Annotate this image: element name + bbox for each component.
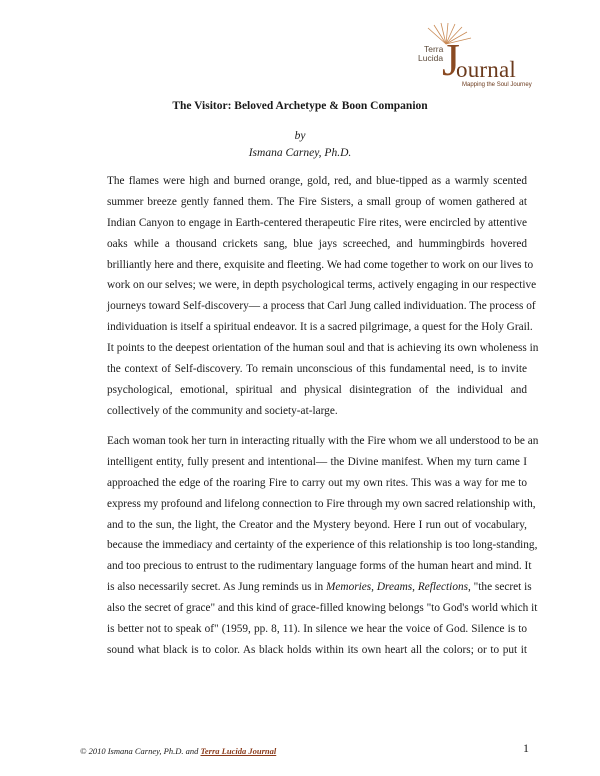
text-line: journeys toward Self-discovery— a process that Carl Jung called individuation. The process of: [107, 300, 536, 313]
logo-j-letter: J: [442, 34, 460, 85]
text-line: work on our selves; we were, in depth psychological terms, actively engaging in our respective: [107, 279, 537, 292]
footer-copyright: © 2010 Ismana Carney, Ph.D.: [80, 746, 184, 756]
logo-tagline: Mapping the Soul Journey: [462, 82, 532, 88]
logo-ournal-text: ournal: [456, 57, 516, 82]
text-line: because the immediacy and certainty of the experience of this relationship is too long-standing,: [107, 539, 538, 552]
logo-lucida-text: Lucida: [418, 53, 444, 63]
text-line: brilliantly here and there, exquisite and fleeting. We had come together to work on our lives to: [107, 258, 534, 271]
book-title-italic: Memories, Dreams, Reflections: [326, 581, 469, 594]
footer-and: and: [185, 746, 199, 756]
paragraph-1: [107, 171, 539, 422]
text-line: summer breeze gently fanned them. The Fire Sisters, a small group of women gathered at: [107, 195, 527, 208]
text-line: individuation is itself a spiritual endeavor. It is a sacred pilgrimage, a quest for the Holy Grail.: [107, 321, 533, 334]
page-footer: [80, 746, 276, 756]
text-line: also the secret of grace" and this kind of grace-filled knowing belongs "to God's world which it: [107, 602, 538, 615]
journal-logo: [400, 22, 550, 94]
text-line: Each woman took her turn in interacting ritually with the Fire whom we all understood to be an: [107, 435, 539, 447]
author-name: Ismana Carney, Ph.D.: [248, 147, 352, 159]
text-line: and to the sun, the light, the Creator and the Mystery beyond. Here I run out of vocabulary,: [107, 518, 527, 531]
text-line: and too precious to entrust to the rudimentary language forms of the human heart and mind. It: [107, 560, 532, 573]
text-segment: is also necessarily secret. As Jung reminds us in: [107, 581, 326, 594]
page-number: 1: [523, 741, 529, 755]
text-line-with-citation: [107, 577, 532, 598]
text-line: collectively of the community and society-at-large.: [107, 404, 338, 417]
logo-terra-text: Terra: [424, 44, 444, 54]
article-title: The Visitor: Beloved Archetype & Boon Companion: [172, 100, 428, 112]
paragraph-2: [107, 431, 539, 661]
text-line: It points to the deepest orientation of the human soul and that is achieving its own wholeness in: [107, 342, 539, 355]
text-line: The flames were high and burned orange, gold, red, and blue-tipped as a warmly scented: [107, 175, 527, 187]
text-line: sound what black is to color. As black holds within its own heart all the colors; or to put it: [107, 643, 527, 656]
text-line: oaks while a thousand crickets sang, blue jays screeched, and hummingbirds hovered: [107, 237, 527, 250]
text-line: the context of Self-discovery. To remain unconscious of this fundamental need, is to invite: [107, 363, 527, 376]
journal-link[interactable]: Terra Lucida Journal: [200, 746, 277, 756]
text-line: intelligent entity, fully present and intentional— the Divine manifest. When my turn came I: [107, 455, 527, 468]
byline-by: by: [294, 130, 306, 142]
text-segment: , "the secret is: [468, 581, 532, 594]
text-line: is better not to speak of" (1959, pp. 8, 11). In silence we hear the voice of God. Silence is to: [107, 623, 527, 636]
text-line: Indian Canyon to engage in Earth-centered therapeutic Fire rites, were encircled by attentive: [107, 216, 527, 229]
text-line: approached the edge of the roaring Fire to carry out my own rites. This was a way for me to: [107, 476, 527, 489]
text-line: express my profound and lifelong connection to Fire through my own sacred relationship with,: [107, 497, 536, 510]
text-line: psychological, emotional, spiritual and physical disintegration of the individual and: [107, 383, 527, 396]
